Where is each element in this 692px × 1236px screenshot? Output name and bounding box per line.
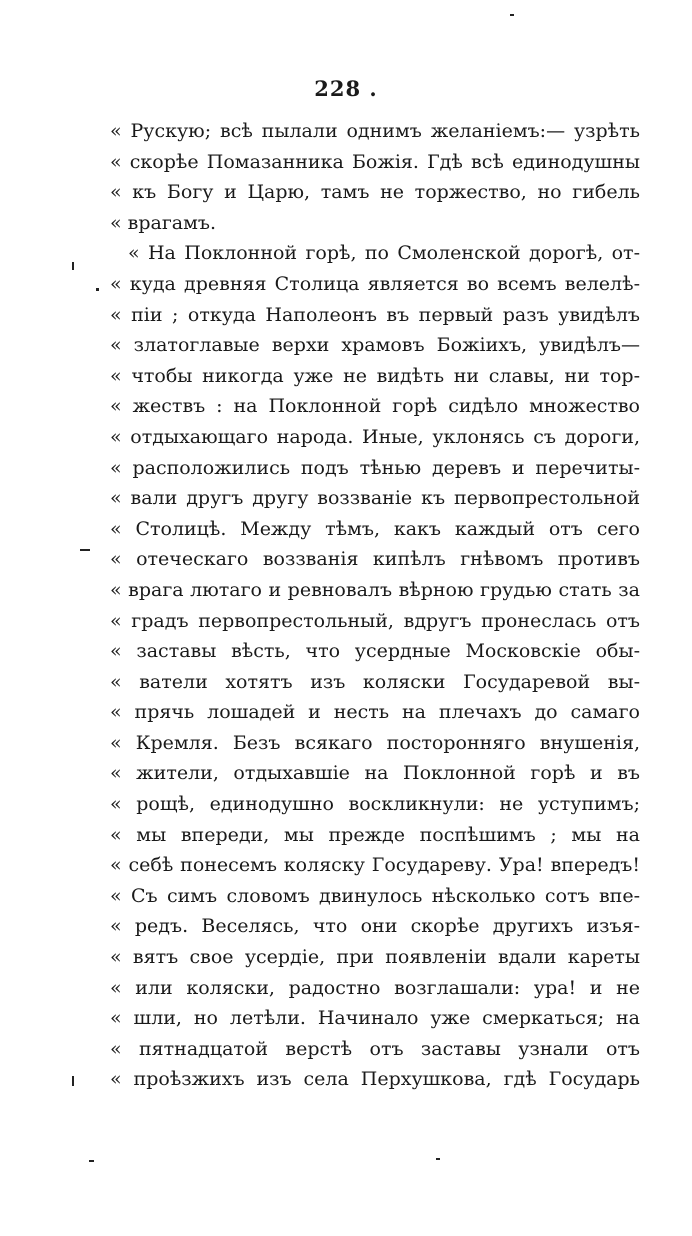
scan-speck — [436, 1158, 440, 1160]
text-line: « Кремля. Безъ всякаго посторонняго внушенія, — [110, 731, 640, 754]
text-line: « прячь лошадей и несть на плечахъ до самаго — [110, 701, 640, 724]
text-line: « заставы вѣсть, что усердные Московскіе обы- — [110, 640, 640, 663]
scan-speck — [510, 14, 514, 16]
text-line: « На Поклонной горѣ, по Смоленской дорогѣ, от- — [128, 242, 640, 265]
text-line: « отдыхающаго народа. Иные, уклонясь съ дороги, — [110, 425, 640, 448]
text-line: « градъ первопрестольный, вдругъ пронеслась отъ — [110, 609, 640, 632]
text-line: « златоглавые верхи храмовъ Божіихъ, увидѣлъ— — [110, 334, 640, 357]
text-line: « мы впереди, мы прежде поспѣшимъ ; мы на — [110, 823, 640, 846]
text-line: « врагамъ. — [110, 211, 217, 234]
text-line: « себѣ понесемъ коляску Государеву. Ура! впередъ! — [110, 854, 640, 877]
scan-speck — [72, 262, 74, 270]
text-line: « Съ симъ словомъ двинулось нѣсколько сотъ впе- — [110, 884, 640, 907]
text-line: « врага лютаго и ревновалъ вѣрною грудью стать за — [110, 578, 640, 601]
text-line: « вали другъ другу воззваніе къ первопрестольной — [110, 487, 640, 510]
text-line: « вятъ свое усердіе, при появленіи вдали кареты — [110, 946, 640, 969]
text-line: « отеческаго воззванія кипѣлъ гнѣвомъ противъ — [110, 548, 640, 571]
text-line: « піи ; откуда Наполеонъ въ первый разъ увидѣлъ — [110, 303, 640, 326]
text-line: « шли, но летѣли. Начинало уже смеркаться; на — [110, 1007, 640, 1030]
text-line: « расположились подъ тѣнью деревъ и перечиты- — [110, 456, 640, 479]
text-line: « проѣзжихъ изъ села Перхушкова, гдѣ Государь — [110, 1068, 640, 1091]
text-line: « къ Богу и Царю, тамъ не торжество, но гибель — [110, 181, 640, 204]
text-line: « редъ. Веселясь, что они скорѣе другихъ изъя- — [110, 915, 640, 938]
scan-speck — [72, 1076, 74, 1086]
text-line: « жители, отдыхавшіе на Поклонной горѣ и въ — [110, 762, 640, 785]
text-line: « Рускую; всѣ пылали однимъ желаніемъ:— узрѣть — [110, 120, 640, 142]
text-line: « Столицѣ. Между тѣмъ, какъ каждый отъ сего — [110, 517, 640, 540]
text-line: « или коляски, радостно возглашали: ура! и не — [110, 976, 640, 999]
text-line: « куда древняя Столица является во всемъ велелѣ- — [110, 272, 640, 295]
text-line: « ватели хотятъ изъ коляски Государевой вы- — [110, 670, 640, 693]
text-line: « рощѣ, единодушно воскликнули: не уступимъ; — [110, 793, 640, 816]
scan-speck — [89, 1160, 94, 1162]
text-line: « скорѣе Помазанника Божія. Гдѣ всѣ единодушны — [110, 150, 640, 173]
body-text — [110, 116, 640, 1095]
scan-speck — [96, 288, 99, 291]
text-line: « пятнадцатой верстѣ отъ заставы узнали отъ — [110, 1037, 640, 1060]
text-line: « чтобы никогда уже не видѣть ни славы, ни тор- — [110, 364, 640, 387]
text-line: « жествъ : на Поклонной горѣ сидѣло множество — [110, 395, 640, 418]
scan-speck — [80, 549, 90, 551]
page-number: 228 . — [314, 76, 378, 101]
